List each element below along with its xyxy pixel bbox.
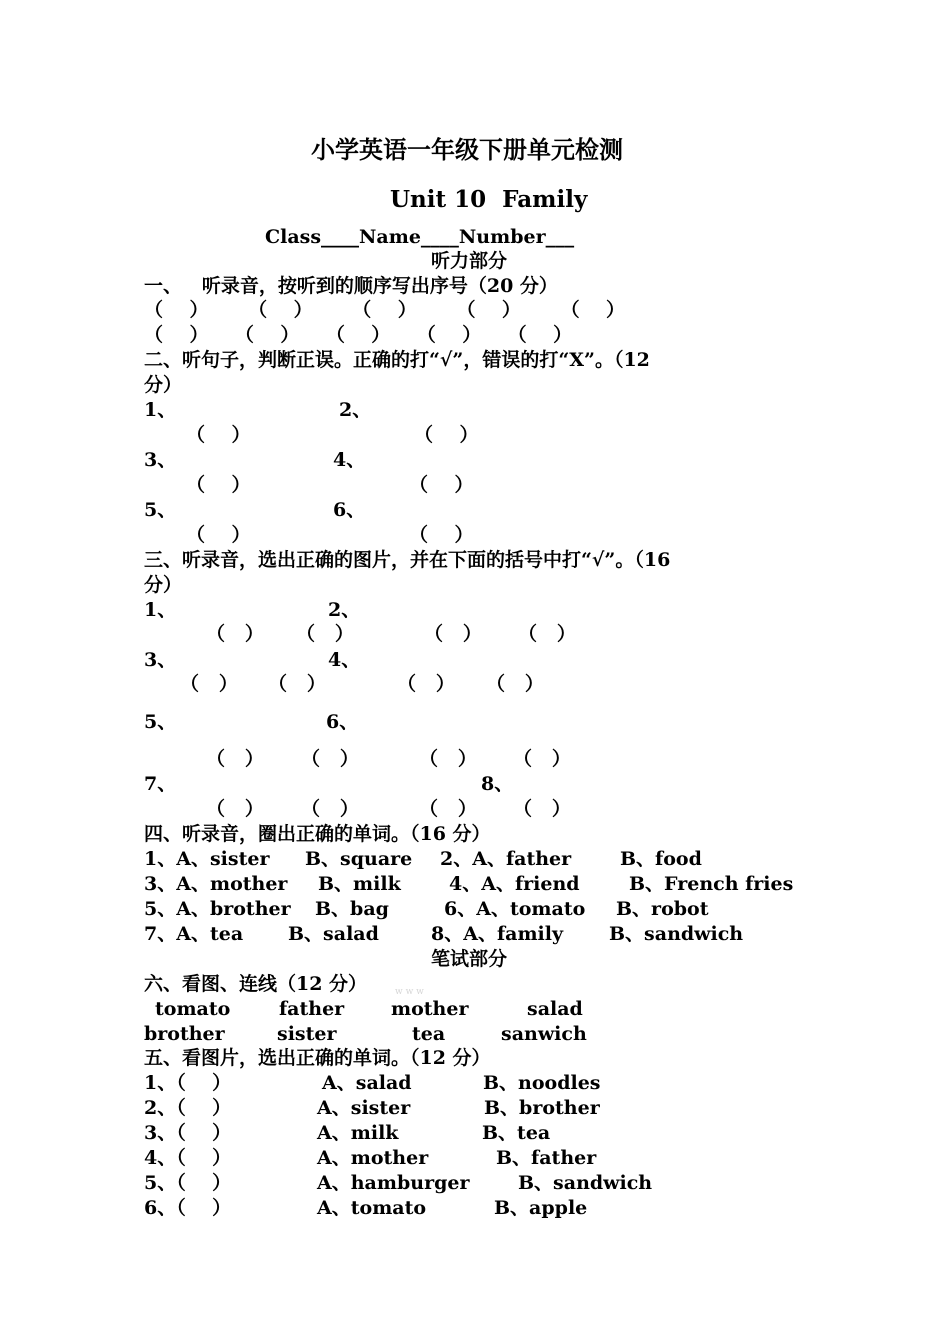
- s5-number-bracket: 1、（ ）: [144, 1072, 232, 1094]
- s5-option: B、father: [496, 1147, 597, 1169]
- s3-answer-bracket: （ ）: [296, 623, 354, 645]
- listening-heading: 听力部分: [431, 250, 508, 272]
- s3-answer-bracket: （ ）: [513, 798, 571, 820]
- s5-option: B、sandwich: [518, 1172, 653, 1194]
- s2-answer-bracket: （ ）: [414, 424, 479, 446]
- s3-answer-bracket: （ ）: [180, 673, 238, 695]
- match-word: father: [279, 998, 345, 1020]
- s5-option: A、salad: [322, 1072, 412, 1094]
- s5-option: B、tea: [482, 1122, 551, 1144]
- s4-option: B、food: [620, 848, 702, 870]
- s5-option: B、noodles: [483, 1072, 601, 1094]
- s3-answer-bracket: （ ）: [419, 748, 477, 770]
- s2-item-label: 5、: [144, 499, 177, 521]
- s3-answer-bracket: （ ）: [301, 748, 359, 770]
- s2-answer-bracket: （ ）: [409, 474, 474, 496]
- s5-option: B、brother: [484, 1097, 600, 1119]
- section-3-title-cont: 分）: [144, 574, 183, 596]
- s5-option: A、milk: [317, 1122, 399, 1144]
- s4-option: B、robot: [616, 898, 709, 920]
- match-word: tea: [412, 1023, 446, 1045]
- s3-item-label: 4、: [328, 649, 361, 671]
- s3-answer-bracket: （ ）: [518, 623, 576, 645]
- s2-item-label: 2、: [339, 399, 372, 421]
- s3-answer-bracket: （ ）: [397, 673, 455, 695]
- s4-option: B、square: [305, 848, 413, 870]
- s5-option: A、mother: [317, 1147, 429, 1169]
- s5-option: A、sister: [317, 1097, 411, 1119]
- s4-option: 7、A、tea: [144, 923, 244, 945]
- s4-option: 5、A、brother: [144, 898, 291, 920]
- section-1-brackets-row-2: （ ） （ ） （ ） （ ） （ ）: [144, 324, 573, 346]
- s5-option: A、hamburger: [317, 1172, 470, 1194]
- match-word: salad: [527, 998, 583, 1020]
- s3-item-label: 6、: [326, 711, 359, 733]
- s4-option: 6、A、tomato: [444, 898, 586, 920]
- match-word: mother: [391, 998, 469, 1020]
- s2-item-label: 1、: [144, 399, 177, 421]
- page-title: 小学英语一年级下册单元检测: [311, 135, 623, 164]
- s3-answer-bracket: （ ）: [419, 798, 477, 820]
- s5-number-bracket: 6、（ ）: [144, 1197, 232, 1219]
- s5-number-bracket: 3、（ ）: [144, 1122, 232, 1144]
- s4-option: B、bag: [315, 898, 389, 920]
- s5-number-bracket: 4、（ ）: [144, 1147, 232, 1169]
- match-word: sanwich: [501, 1023, 587, 1045]
- match-word: sister: [277, 1023, 337, 1045]
- s2-answer-bracket: （ ）: [409, 524, 474, 546]
- s5-number-bracket: 5、（ ）: [144, 1172, 232, 1194]
- student-info-line: Class____Name____Number___: [265, 226, 575, 248]
- section-4-title: 四、听录音，圈出正确的单词。（16 分）: [144, 823, 491, 845]
- s2-answer-bracket: （ ）: [186, 474, 251, 496]
- s2-item-label: 4、: [333, 449, 366, 471]
- s3-answer-bracket: （ ）: [268, 673, 326, 695]
- s4-option: B、salad: [288, 923, 379, 945]
- s3-answer-bracket: （ ）: [301, 798, 359, 820]
- s4-option: B、sandwich: [609, 923, 744, 945]
- match-word: brother: [144, 1023, 225, 1045]
- s4-option: 2、A、father: [440, 848, 572, 870]
- s5-option: A、tomato: [317, 1197, 427, 1219]
- writing-heading: 笔试部分: [431, 948, 508, 970]
- s3-item-label: 3、: [144, 649, 177, 671]
- section-6-title: 六、看图、连线（12 分）: [144, 973, 368, 995]
- s4-option: 4、A、friend: [449, 873, 580, 895]
- s3-answer-bracket: （ ）: [486, 673, 544, 695]
- s5-option: B、apple: [494, 1197, 588, 1219]
- section-1-brackets-row-1: （ ） （ ） （ ） （ ） （ ）: [144, 299, 626, 321]
- s4-option: 1、A、sister: [144, 848, 270, 870]
- match-word: tomato: [155, 998, 231, 1020]
- s4-option: B、milk: [318, 873, 401, 895]
- s3-answer-bracket: （ ）: [206, 748, 264, 770]
- s3-item-label: 7、: [144, 773, 177, 795]
- section-2-title-cont: 分）: [144, 374, 183, 396]
- s4-option: B、French fries: [629, 873, 794, 895]
- s3-answer-bracket: （ ）: [513, 748, 571, 770]
- unit-title: Unit 10 Family: [390, 186, 588, 213]
- s2-item-label: 3、: [144, 449, 177, 471]
- section-1-title: 一、 听录音，按听到的顺序写出序号（20 分）: [144, 275, 558, 297]
- s3-answer-bracket: （ ）: [424, 623, 482, 645]
- s3-item-label: 2、: [328, 599, 361, 621]
- s3-answer-bracket: （ ）: [206, 798, 264, 820]
- s4-option: 3、A、mother: [144, 873, 288, 895]
- s3-item-label: 5、: [144, 711, 177, 733]
- s3-answer-bracket: （ ）: [206, 623, 264, 645]
- section-5-title: 五、看图片，选出正确的单词。（12 分）: [144, 1047, 491, 1069]
- s2-answer-bracket: （ ）: [186, 524, 251, 546]
- s5-number-bracket: 2、（ ）: [144, 1097, 232, 1119]
- section-3-title: 三、听录音，选出正确的图片，并在下面的括号中打“√”。（16: [144, 549, 671, 571]
- s2-answer-bracket: （ ）: [186, 424, 251, 446]
- s3-item-label: 1、: [144, 599, 177, 621]
- s4-option: 8、A、family: [431, 923, 564, 945]
- s2-item-label: 6、: [333, 499, 366, 521]
- watermark: w w w: [395, 987, 424, 997]
- s3-item-label: 8、: [481, 773, 514, 795]
- section-2-title: 二、听句子，判断正误。正确的打“√”，错误的打“X”。（12: [144, 349, 650, 371]
